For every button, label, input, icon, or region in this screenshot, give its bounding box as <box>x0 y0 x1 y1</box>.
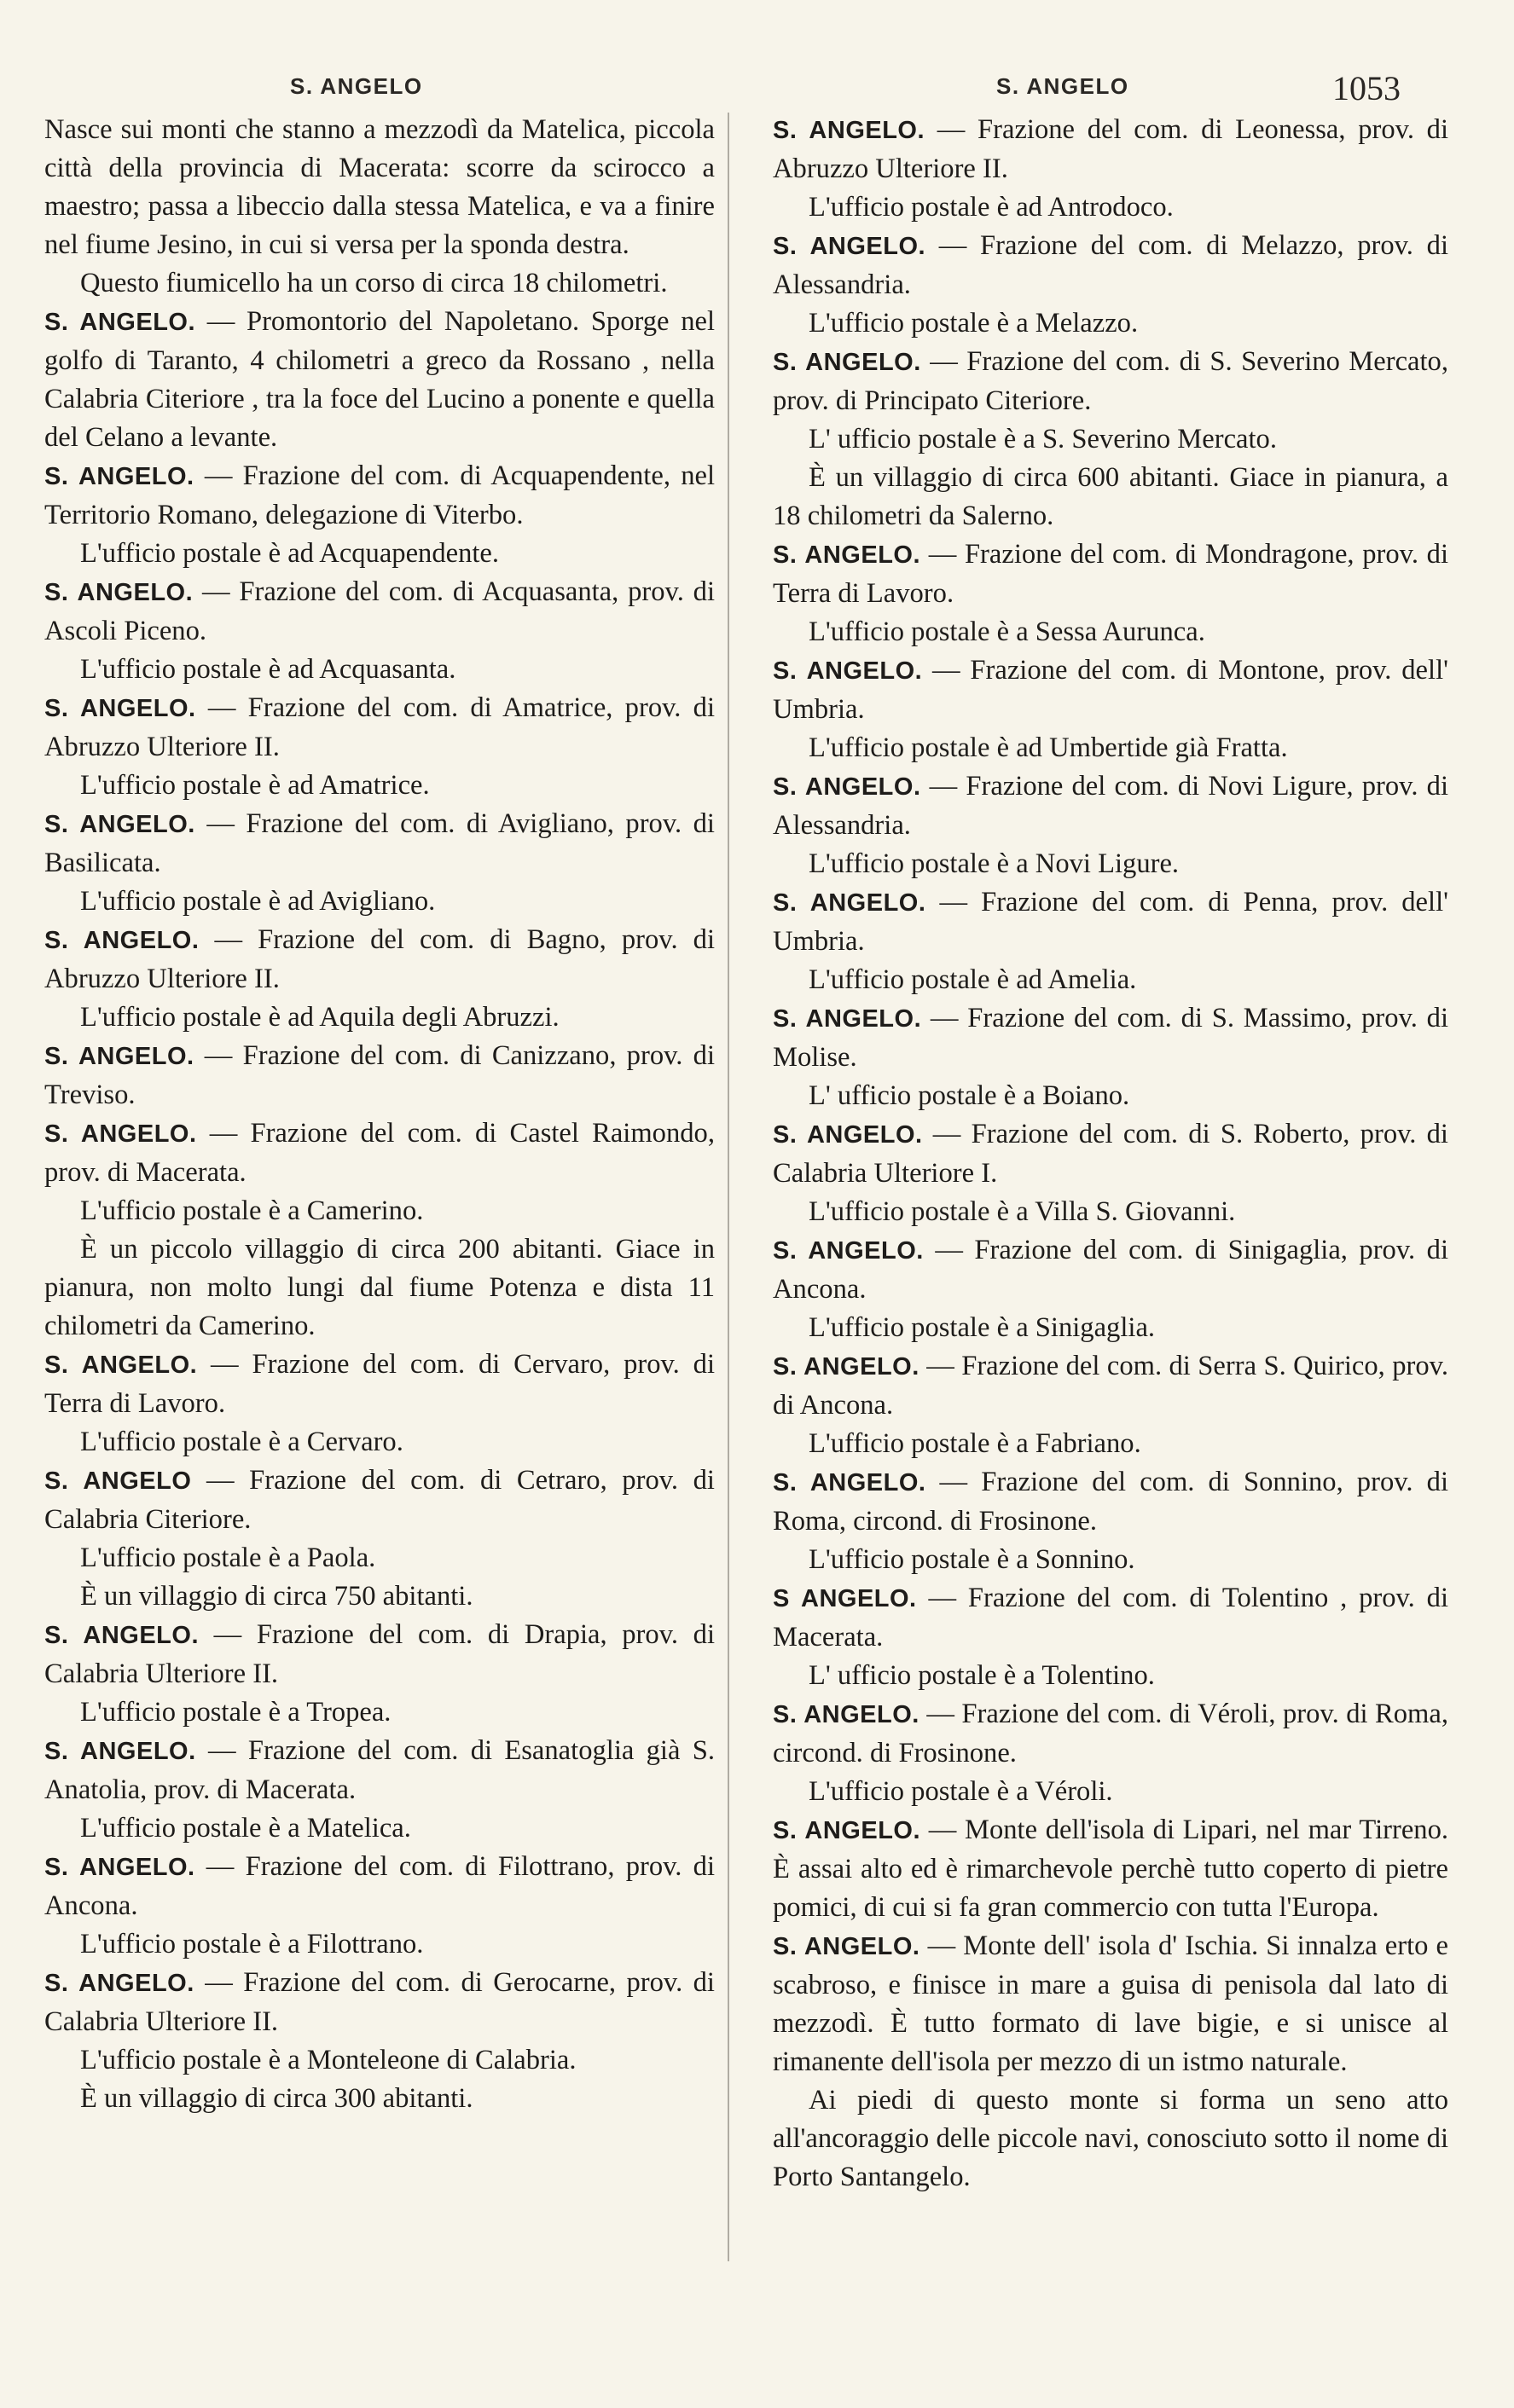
entry-text: — Frazione del com. di Cervaro, prov. di Terra di Lavoro. <box>44 1349 715 1419</box>
body-paragraph <box>773 613 1448 651</box>
entry-headword: S. ANGELO. <box>44 1120 197 1148</box>
body-paragraph <box>773 961 1448 999</box>
entry-text: L' ufficio postale è a Boiano. <box>809 1080 1130 1111</box>
body-paragraph <box>773 1193 1448 1231</box>
entry-paragraph <box>773 343 1448 420</box>
entry-text: — Frazione del com. di Novi Ligure, prov. di Alessandria. <box>773 771 1448 841</box>
entry-headword: S. ANGELO. <box>773 773 921 801</box>
entry-text: L'ufficio postale è a Paola. <box>80 1543 376 1573</box>
entry-text: L'ufficio postale è ad Amelia. <box>809 964 1137 995</box>
entry-headword: S. ANGELO. <box>773 117 925 144</box>
body-paragraph <box>773 304 1448 343</box>
body-paragraph <box>44 1925 715 1964</box>
entry-paragraph <box>44 1114 715 1192</box>
entry-text: L'ufficio postale è ad Aquila degli Abruzzi. <box>80 1002 560 1033</box>
body-paragraph <box>773 2081 1448 2197</box>
entry-headword: S. ANGELO. <box>44 927 200 954</box>
entry-text: L'ufficio postale è a Tropea. <box>80 1697 392 1728</box>
body-paragraph <box>773 1657 1448 1695</box>
entry-headword: S. ANGELO. <box>773 1121 923 1149</box>
body-paragraph <box>44 2041 715 2080</box>
entry-text: L'ufficio postale è a Camerino. <box>80 1195 424 1226</box>
entry-paragraph <box>773 999 1448 1077</box>
entry-text: — Frazione del com. di Canizzano, prov. di Treviso. <box>44 1040 715 1110</box>
entry-paragraph <box>44 689 715 767</box>
entry-text: L'ufficio postale è a Matelica. <box>80 1813 411 1844</box>
entry-text: — Monte dell'isola di Lipari, nel mar Tirreno. È assai alto ed è rimarchevole perchè tutto coperto di pietre pomici, di cui si fa gran commercio con tutta l'Europa. <box>773 1815 1449 1923</box>
entry-headword: S. ANGELO. <box>44 1738 196 1765</box>
body-paragraph <box>44 883 715 921</box>
body-paragraph <box>773 1541 1448 1579</box>
entry-text: L'ufficio postale è a Sonnino. <box>809 1544 1135 1575</box>
entry-text: L'ufficio postale è a Fabriano. <box>809 1428 1141 1459</box>
entry-headword: S ANGELO. <box>773 1585 917 1612</box>
entry-text: — Frazione del com. di S. Severino Mercato, prov. di Principato Citeriore. <box>773 346 1448 416</box>
entry-headword: S. ANGELO. <box>773 657 923 685</box>
entry-paragraph <box>44 805 715 883</box>
body-paragraph <box>44 111 715 264</box>
entry-text: L'ufficio postale è a Sessa Aurunca. <box>809 616 1205 647</box>
entry-headword: S. ANGELO. <box>773 1005 922 1033</box>
entry-text: — Frazione del com. di S. Massimo, prov. di Molise. <box>773 1003 1449 1073</box>
entry-text: — Frazione del com. di Castel Raimondo, prov. di Macerata. <box>44 1118 715 1188</box>
entry-paragraph <box>773 111 1448 188</box>
entry-paragraph <box>773 1579 1448 1657</box>
body-paragraph <box>773 1425 1448 1463</box>
entry-headword: S. ANGELO. <box>44 1970 194 1997</box>
entry-text: Nasce sui monti che stanno a mezzodì da Matelica, piccola città della provincia di Macerata: scorre da scirocco a maestro; passa a libeccio dalla stessa Matelica, e va a finire nel fiume Jesino, in cui si versa per la sponda destra. <box>44 114 715 260</box>
entry-text: L'ufficio postale è a Novi Ligure. <box>809 848 1180 879</box>
entry-paragraph <box>44 457 715 535</box>
entry-text: — Frazione del com. di Esanatoglia già S. Anatolia, prov. di Macerata. <box>44 1735 715 1805</box>
entry-text: L'ufficio postale è a Melazzo. <box>809 308 1139 339</box>
left-column <box>44 111 715 2118</box>
entry-headword: S. ANGELO. <box>44 1854 195 1881</box>
entry-text: — Frazione del com. di Acquapendente, nel Territorio Romano, delegazione di Viterbo. <box>44 460 716 530</box>
body-paragraph <box>773 188 1448 227</box>
body-paragraph <box>773 729 1448 767</box>
entry-paragraph <box>44 1732 715 1809</box>
entry-paragraph <box>773 883 1448 961</box>
entry-paragraph <box>44 1346 715 1423</box>
entry-headword: S. ANGELO. <box>773 889 926 917</box>
entry-text: L'ufficio postale è ad Avigliano. <box>80 886 436 917</box>
body-paragraph <box>44 999 715 1037</box>
entry-paragraph <box>773 535 1448 613</box>
entry-text: — Frazione del com. di Melazzo, prov. di Alessandria. <box>773 230 1448 300</box>
entry-headword: S. ANGELO. <box>773 233 926 260</box>
entry-text: — Frazione del com. di Tolentino , prov. di Macerata. <box>773 1583 1448 1653</box>
entry-text: L'ufficio postale è a Véroli. <box>809 1776 1113 1807</box>
entry-text: — Frazione del com. di S. Roberto, prov. di Calabria Ulteriore I. <box>773 1119 1448 1189</box>
entry-paragraph <box>44 1964 715 2041</box>
entry-headword: S. ANGELO. <box>44 463 194 490</box>
entry-text: — Frazione del com. di Gerocarne, prov. di Calabria Ulteriore II. <box>44 1967 715 2037</box>
entry-text: L'ufficio postale è a Cervaro. <box>80 1427 403 1457</box>
entry-paragraph <box>44 921 715 999</box>
entry-headword: S. ANGELO. <box>44 1043 194 1070</box>
entry-headword: S. ANGELO. <box>773 541 921 569</box>
entry-headword: S. ANGELO <box>44 1467 192 1495</box>
body-paragraph <box>773 1077 1448 1115</box>
entry-headword: S. ANGELO. <box>773 1353 919 1381</box>
running-head-left: S. ANGELO <box>290 73 423 99</box>
entry-text: — Frazione del com. di Filottrano, prov. di Ancona. <box>44 1851 716 1921</box>
body-paragraph <box>773 1309 1448 1347</box>
entry-text: L' ufficio postale è a Tolentino. <box>809 1660 1155 1691</box>
entry-text: — Frazione del com. di Acquasanta, prov. di Ascoli Piceno. <box>44 576 715 646</box>
body-paragraph <box>773 459 1448 535</box>
entry-text: — Monte dell' isola d' Ischia. Si innalza erto e scabroso, e finisce in mare a guisa di penisola dal lato di mezzodì. È tutto formato di lave bigie, e si unisce al rimanente dell'isola per mezzo di un istmo naturale. <box>773 1930 1449 2077</box>
running-head-right: S. ANGELO <box>996 73 1129 99</box>
entry-headword: S. ANGELO. <box>44 695 196 722</box>
entry-headword: S. ANGELO. <box>773 1469 926 1496</box>
entry-text: È un villaggio di circa 600 abitanti. Giace in pianura, a 18 chilometri da Salerno. <box>773 462 1448 531</box>
entry-paragraph <box>773 1231 1448 1309</box>
right-column <box>773 111 1448 2197</box>
entry-paragraph <box>44 573 715 651</box>
entry-text: È un villaggio di circa 300 abitanti. <box>80 2083 473 2114</box>
entry-text: L'ufficio postale è ad Acquapendente. <box>80 538 500 569</box>
body-paragraph <box>44 264 715 303</box>
body-paragraph <box>44 767 715 805</box>
entry-paragraph <box>773 1695 1448 1773</box>
entry-text: L'ufficio postale è ad Antrodoco. <box>809 192 1174 223</box>
entry-headword: S. ANGELO. <box>773 1701 919 1728</box>
entry-text: È un piccolo villaggio di circa 200 abitanti. Giace in pianura, non molto lungi dal fiume Potenza e dista 11 chilometri da Camerino. <box>44 1234 715 1341</box>
body-paragraph <box>44 1539 715 1577</box>
entry-text: L'ufficio postale è a Filottrano. <box>80 1929 424 1959</box>
entry-paragraph <box>773 1463 1448 1541</box>
entry-text: — Frazione del com. di Cetraro, prov. di Calabria Citeriore. <box>44 1465 715 1535</box>
page-number: 1053 <box>1332 69 1401 107</box>
entry-paragraph <box>773 767 1448 845</box>
entry-text: — Frazione del com. di Montone, prov. dell' Umbria. <box>773 655 1448 725</box>
entry-text: — Frazione del com. di Véroli, prov. di Roma, circond. di Frosinone. <box>773 1699 1448 1768</box>
entry-paragraph <box>44 1616 715 1693</box>
body-paragraph <box>44 1693 715 1732</box>
entry-text: L'ufficio postale è a Monteleone di Calabria. <box>80 2045 577 2075</box>
entry-paragraph <box>773 651 1448 729</box>
entry-text: Questo fiumicello ha un corso di circa 18 chilometri. <box>80 268 668 298</box>
entry-headword: S. ANGELO. <box>44 811 195 838</box>
entry-text: — Frazione del com. di Drapia, prov. di Calabria Ulteriore II. <box>44 1619 716 1689</box>
entry-paragraph <box>44 1848 715 1925</box>
entry-headword: S. ANGELO. <box>44 1622 200 1649</box>
body-paragraph <box>44 2080 715 2118</box>
entry-text: — Frazione del com. di Leonessa, prov. di Abruzzo Ulteriore II. <box>773 114 1449 184</box>
body-paragraph <box>773 1773 1448 1811</box>
entry-text: — Frazione del com. di Sonnino, prov. di Roma, circond. di Frosinone. <box>773 1467 1448 1537</box>
body-paragraph <box>44 1577 715 1616</box>
entry-headword: S. ANGELO. <box>773 1933 920 1960</box>
entry-text: L'ufficio postale è a Villa S. Giovanni. <box>809 1196 1236 1227</box>
entry-text: — Promontorio del Napoletano. Sporge nel golfo di Taranto, 4 chilometri a greco da Rossano , nella Calabria Citeriore , tra la foce del Lucino a ponente e quella del Celano a levante. <box>44 306 715 453</box>
entry-text: L'ufficio postale è a Sinigaglia. <box>809 1312 1156 1343</box>
entry-headword: S. ANGELO. <box>773 349 921 376</box>
body-paragraph <box>44 651 715 689</box>
entry-headword: S. ANGELO. <box>773 1237 924 1265</box>
entry-paragraph <box>44 1462 715 1539</box>
body-paragraph <box>44 535 715 573</box>
entry-paragraph <box>44 1037 715 1114</box>
entry-paragraph <box>773 1347 1448 1425</box>
entry-headword: S. ANGELO. <box>44 1352 198 1379</box>
entry-paragraph <box>773 1927 1448 2081</box>
entry-text: — Frazione del com. di Bagno, prov. di Abruzzo Ulteriore II. <box>44 924 715 994</box>
body-paragraph <box>44 1230 715 1346</box>
entry-text: L'ufficio postale è ad Amatrice. <box>80 770 430 801</box>
entry-text: — Frazione del com. di Serra S. Quirico, prov. di Ancona. <box>773 1351 1448 1421</box>
body-paragraph <box>773 845 1448 883</box>
entry-text: — Frazione del com. di Avigliano, prov. di Basilicata. <box>44 808 715 878</box>
entry-paragraph <box>773 1115 1448 1193</box>
entry-text: L'ufficio postale è ad Umbertide già Fratta. <box>809 732 1288 763</box>
entry-text: L'ufficio postale è ad Acquasanta. <box>80 654 456 685</box>
body-paragraph <box>773 420 1448 459</box>
entry-paragraph <box>773 1811 1448 1927</box>
body-paragraph <box>44 1809 715 1848</box>
entry-text: L' ufficio postale è a S. Severino Mercato. <box>809 424 1277 454</box>
entry-headword: S. ANGELO. <box>773 1817 921 1844</box>
entry-text: Ai piedi di questo monte si forma un seno atto all'ancoraggio delle piccole navi, conosciuto sotto il nome di Porto Santangelo. <box>773 2085 1448 2192</box>
column-divider <box>728 113 729 2261</box>
body-paragraph <box>44 1192 715 1230</box>
entry-text: — Frazione del com. di Amatrice, prov. di Abruzzo Ulteriore II. <box>44 692 716 762</box>
entry-text: — Frazione del com. di Penna, prov. dell' Umbria. <box>773 887 1448 957</box>
entry-paragraph <box>44 303 715 457</box>
entry-text: È un villaggio di circa 750 abitanti. <box>80 1581 473 1612</box>
entry-text: — Frazione del com. di Mondragone, prov. di Terra di Lavoro. <box>773 539 1448 609</box>
entry-headword: S. ANGELO. <box>44 579 194 606</box>
entry-headword: S. ANGELO. <box>44 309 196 336</box>
entry-paragraph <box>773 227 1448 304</box>
body-paragraph <box>44 1423 715 1462</box>
entry-text: — Frazione del com. di Sinigaglia, prov. di Ancona. <box>773 1235 1448 1305</box>
